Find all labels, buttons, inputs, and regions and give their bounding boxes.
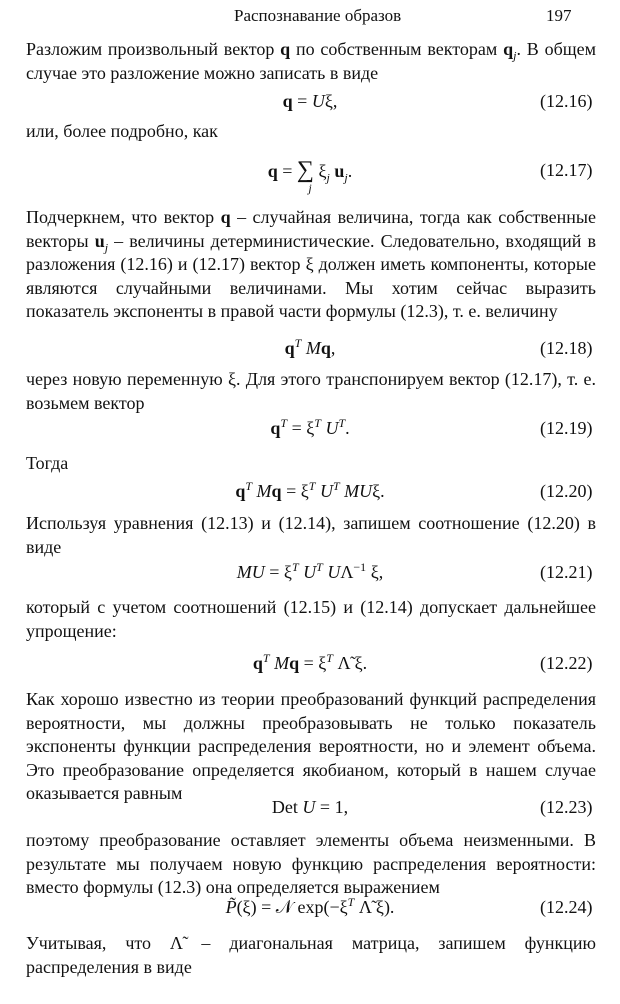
equation-12-16 [0,86,620,116]
equation-12-23 [0,792,620,822]
paragraph-using-equations: Используя уравнения (12.13) и (12.14), запишем соотношение (12.20) в виде [26,513,596,557]
equation-12-17 [0,150,620,200]
equation-number: (12.23) [540,797,593,817]
equation-number: (12.24) [540,897,593,917]
paragraph-diagonal-matrix: Учитывая, что Λ̃ – диагональная матрица, запишем функцию распределения в виде [26,933,596,977]
running-header [0,6,620,28]
equation-formula: MU = $\xi^T$ $U^T$ $U\Lambda^{-1}$ ξ, [236,560,384,582]
equation-number: (12.20) [540,481,593,501]
equation-12-21 [0,557,620,587]
equation-12-18 [0,333,620,363]
equation-formula: $q^T$ $Mq = \xi^T$ Λ̃ ξ. [252,651,368,673]
equation-number: (12.18) [540,338,593,358]
equation-formula: $q^T$ $Mq = \xi^T$ $U^T$ MUξ. [235,479,385,501]
paragraph-expansion-intro: Разложим произвольный вектор q по собственным векторам $q_j$. В общем случае это разложение можно записать в виде [26,39,596,83]
chapter-title: Распознавание образов [234,6,402,25]
paragraph-then: Тогда [26,453,69,473]
page-number: 197 [546,6,572,25]
equation-formula: q = Uξ, [282,91,338,111]
equation-formula: P̃(ξ) = 𝒩 $\exp(-\xi^T$ Λ̃ ξ). [225,895,395,917]
equation-number: (12.22) [540,653,593,673]
paragraph-volume-unchanged: поэтому преобразование оставляет элементы объема неизменными. В результате мы получаем новую функцию распределения вероятности: вместо формулы (12.3) она определяется выражением [26,830,596,897]
equation-formula: $q^T = \xi^T$ $U^T$. [270,416,350,438]
paragraph-more-detail: или, более подробно, как [26,121,218,141]
equation-number: (12.17) [540,160,593,180]
equation-12-22 [0,648,620,678]
sum-index: j [308,181,312,195]
equation-formula: q = ∑ $\xi_j$ $u_j$. [267,157,353,185]
paragraph-transpose: через новую переменную ξ. Для этого транспонируем вектор (12.17), т. е. возьмем вектор [26,369,596,413]
equation-number: (12.19) [540,418,593,438]
equation-number: (12.21) [540,562,593,582]
paragraph-random-variable: Подчеркнем, что вектор q – случайная величина, тогда как собственные векторы $u_j$ – величины детерминистические. Следовательно, входящий в разложения (12.16) и (12.17) вектор ξ должен иметь компоненты, которые являются случайными величинами. Мы хотим сейчас выразить показатель экспоненты в правой части формулы (12.3), т. е. величину [26,207,597,321]
paragraph-jacobian: Как хорошо известно из теории преобразований функций распределения вероятности, мы должны преобразовывать не только показатель экспоненты функции распределения вероятности, но и элемент объема. Это преобразование определяется якобианом, который в нашем случае оказывается равным [26,689,596,803]
equation-12-24 [0,892,620,922]
equation-number: (12.16) [540,91,593,111]
equation-formula: $q^T$ Mq, [284,336,336,358]
equation-12-19 [0,413,620,443]
equation-12-20 [0,476,620,506]
equation-formula: Det U = 1, [271,797,349,817]
paragraph-simplification: который с учетом соотношений (12.15) и (12.14) допускает дальнейшее упрощение: [26,597,596,641]
